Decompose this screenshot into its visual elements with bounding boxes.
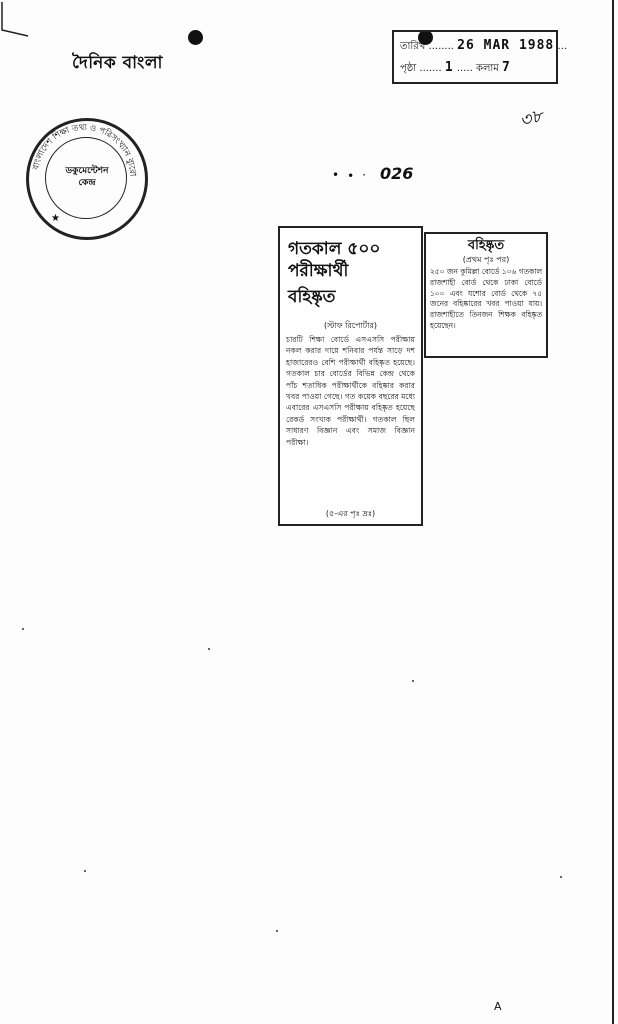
main-news-clipping (278, 226, 423, 526)
date-stamp-box (392, 30, 567, 84)
headline-line-1: গতকাল ৫০০ (288, 239, 381, 259)
scan-speck (276, 930, 278, 932)
ink-dots: • ∙ · (332, 168, 369, 182)
date-value: 26 MAR 1988 (457, 38, 555, 53)
footer-mark: A (494, 1000, 502, 1013)
article-body: চারটি শিক্ষা বোর্ডে এসএসসি পরীক্ষায় নকল করার দায়ে শনিবার পর্যন্ত সাড়ে দশ হাজারেরও বেশি পরীক্ষার্থী বহিষ্কৃত হয়েছে। গতকাল চার বোর্ডের বিভিন্ন কেন্দ্র থেকে পাঁচ শতাধিক পরীক্ষার্থীকে বহিষ্কার করার খবর পাওয়া গেছে। গত কয়েক বছরের মধ্যে এবারের এসএসসি পরীক্ষায় বহিষ্কৃত হয়েছে রেকর্ড সংখ্যক পরীক্ষার্থী। গতকাল ছিল সাধারণ বিজ্ঞান এবং সমাজ বিজ্ঞান পরীক্ষা। (286, 335, 415, 447)
continued-note: (৫-এর পৃঃ দ্রঃ) (325, 509, 376, 518)
scan-speck (412, 680, 414, 682)
scan-speck (84, 870, 86, 872)
date-row: তারিখ ........ 26 MAR 1988 ... (400, 38, 567, 53)
column-label: কলাম (475, 63, 499, 74)
punch-hole (188, 30, 203, 45)
scan-speck (560, 876, 562, 878)
folded-corner-mark (0, 0, 30, 40)
headline-line-2: পরীক্ষার্থী (288, 261, 349, 281)
column-value: 7 (502, 60, 511, 75)
seal-outer-text: বাংলাদেশ শিক্ষা তথ্য ও পরিসংখ্যান ব্যুরো (31, 122, 138, 177)
continuation-headline: বহিষ্কৃত (467, 238, 505, 253)
page-label: পৃষ্ঠা (400, 63, 417, 74)
date-label: তারিখ (400, 41, 426, 52)
headline-line-3: বহিষ্কৃত (288, 287, 336, 307)
seal-center-line1: ডকুমেন্টেশন (65, 166, 109, 176)
serial-number: 026 (380, 164, 414, 183)
page-value: 1 (444, 60, 454, 75)
scan-speck (208, 648, 210, 650)
seal-center-line2: কেন্দ্র (78, 178, 96, 188)
documentation-seal (26, 118, 148, 240)
page-right-edge (612, 0, 614, 1024)
continuation-body: ২৫০ জন কুমিল্লা বোর্ডে ১০৬ গতকাল রাজশাহী বোর্ড থেকে ঢাকা বোর্ডে ১০০ এবং যশোর বোর্ড থেকে ৭৫ জনের বহিষ্কারের খবর পাওয়া যায়। রাজশাহীতে তিনজন শিক্ষক বহিষ্কৃত হয়েছেন। (430, 267, 542, 330)
scan-speck (22, 628, 24, 630)
byline: (স্টাফ রিপোর্টার) (324, 321, 377, 330)
newspaper-name: দৈনিক বাংলা (72, 53, 163, 73)
continuation-clipping (424, 232, 548, 358)
star-icon: ★ (51, 213, 60, 224)
seal-center-text (29, 165, 145, 189)
page-row: পৃষ্ঠা ....... 1 ..... কলাম 7 (400, 60, 511, 75)
handwritten-number: ৩৮ (517, 104, 546, 133)
continuation-subhead: (প্রথম পৃঃ পর) (462, 255, 510, 264)
